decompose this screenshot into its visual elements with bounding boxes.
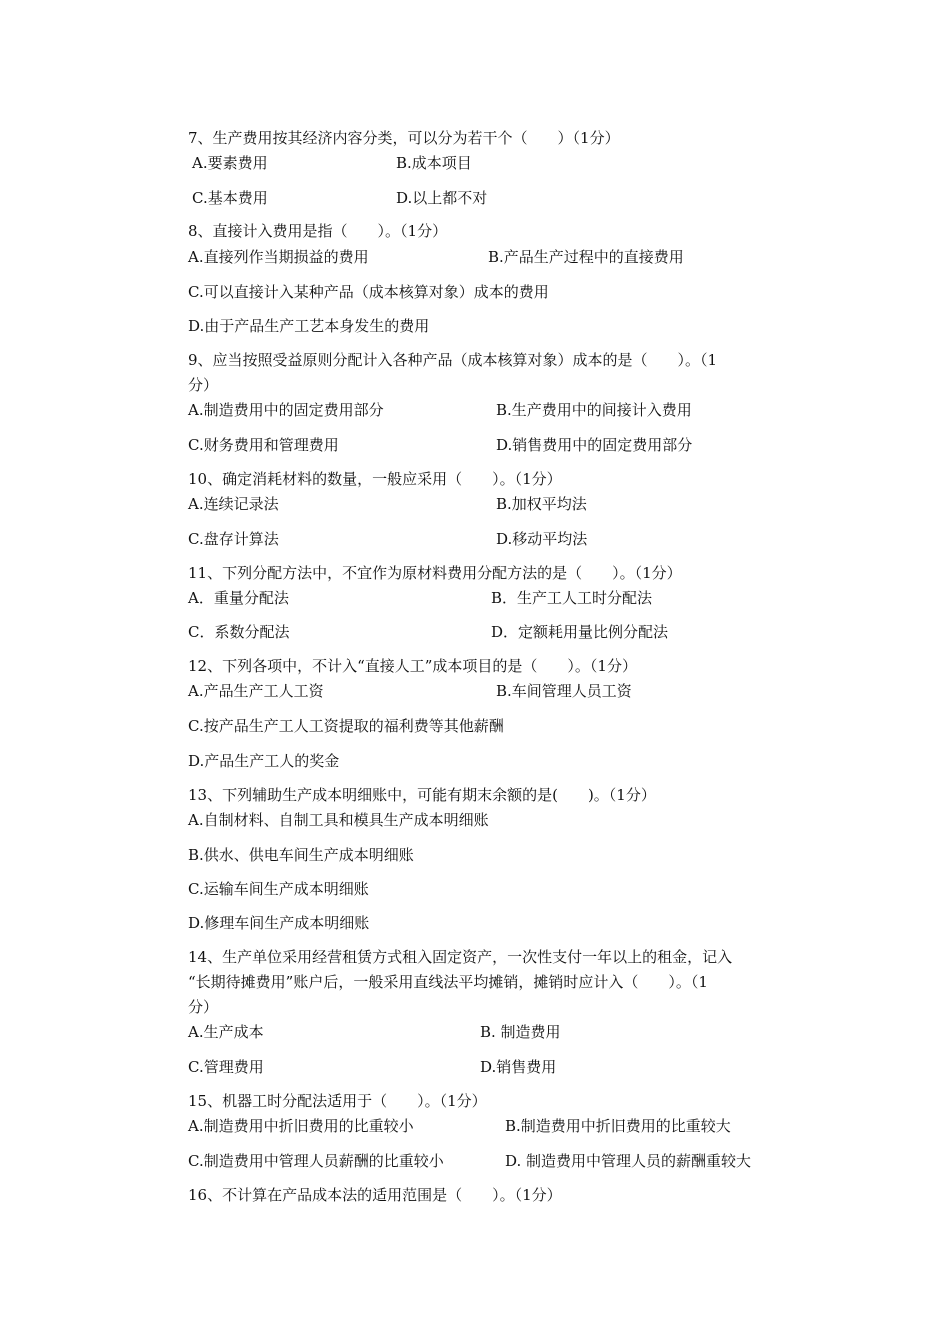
question-text: 14、生产单位采用经营租赁方式租入固定资产，一次性支付一年以上的租金，记入: [188, 948, 733, 966]
option-a: A.产品生产工人工资: [188, 682, 324, 700]
option-a: A.制造费用中折旧费用的比重较小: [188, 1117, 414, 1135]
option-b: B.成本项目: [396, 154, 472, 172]
option-d: D．定额耗用量比例分配法: [491, 623, 669, 641]
option-c: C.基本费用: [192, 189, 268, 207]
option-a: A.连续记录法: [188, 495, 279, 513]
option-b: B.制造费用中折旧费用的比重较大: [505, 1117, 731, 1135]
option-d: D.由于产品生产工艺本身发生的费用: [188, 317, 430, 335]
question-text: 13、下列辅助生产成本明细账中，可能有期末余额的是( )。（1分）: [188, 786, 656, 804]
option-a: A.生产成本: [188, 1023, 264, 1041]
option-a: A．重量分配法: [188, 589, 289, 607]
option-b: B.车间管理人员工资: [496, 682, 632, 700]
option-c: C.管理费用: [188, 1058, 264, 1076]
option-b: B.供水、供电车间生产成本明细账: [188, 846, 414, 864]
option-b: B.生产费用中的间接计入费用: [496, 401, 692, 419]
question-text: 11、下列分配方法中，不宜作为原材料费用分配方法的是（ ）。（1分）: [188, 564, 682, 582]
option-d: D.产品生产工人的奖金: [188, 752, 340, 770]
option-a: A.要素费用: [192, 154, 268, 172]
option-c: C.制造费用中管理人员薪酬的比重较小: [188, 1152, 444, 1170]
question-text: 15、机器工时分配法适用于（ ）。（1分）: [188, 1092, 487, 1110]
question-text: 16、不计算在产品成本法的适用范围是（ ）。（1分）: [188, 1186, 562, 1204]
option-d: D.销售费用中的固定费用部分: [496, 436, 693, 454]
option-c: C.可以直接计入某种产品（成本核算对象）成本的费用: [188, 283, 549, 301]
option-d: D. 制造费用中管理人员的薪酬重较大: [505, 1152, 752, 1170]
option-d: D.销售费用: [480, 1058, 557, 1076]
option-a: A.制造费用中的固定费用部分: [188, 401, 384, 419]
question-text-cont: 分）: [188, 998, 219, 1016]
option-b: B．生产工人工时分配法: [491, 589, 653, 607]
question-text: 7、生产费用按其经济内容分类，可以分为若干个（ ）（1分）: [188, 129, 620, 147]
option-c: C.运输车间生产成本明细账: [188, 880, 369, 898]
question-text: 12、下列各项中，不计入“直接人工”成本项目的是（ ）。（1分）: [188, 657, 637, 675]
option-c: C.按产品生产工人工资提取的福利费等其他薪酬: [188, 717, 504, 735]
option-b: B. 制造费用: [480, 1023, 561, 1041]
option-d: D.移动平均法: [496, 530, 588, 548]
option-a: A.直接列作当期损益的费用: [188, 248, 369, 266]
question-text-cont: “长期待摊费用”账户后，一般采用直线法平均摊销，摊销时应计入（ ）。（1: [188, 973, 708, 991]
option-c: C.盘存计算法: [188, 530, 279, 548]
option-a: A.自制材料、自制工具和模具生产成本明细账: [188, 811, 489, 829]
option-b: B.产品生产过程中的直接费用: [488, 248, 684, 266]
option-c: C．系数分配法: [188, 623, 290, 641]
question-text-cont: 分）: [188, 376, 219, 394]
question-text: 9、应当按照受益原则分配计入各种产品（成本核算对象）成本的是（ ）。（1: [188, 351, 718, 369]
option-d: D.以上都不对: [396, 189, 488, 207]
option-d: D.修理车间生产成本明细账: [188, 914, 370, 932]
option-b: B.加权平均法: [496, 495, 587, 513]
question-text: 8、直接计入费用是指（ ）。（1分）: [188, 222, 448, 240]
option-c: C.财务费用和管理费用: [188, 436, 339, 454]
question-text: 10、确定消耗材料的数量，一般应采用（ ）。（1分）: [188, 470, 562, 488]
